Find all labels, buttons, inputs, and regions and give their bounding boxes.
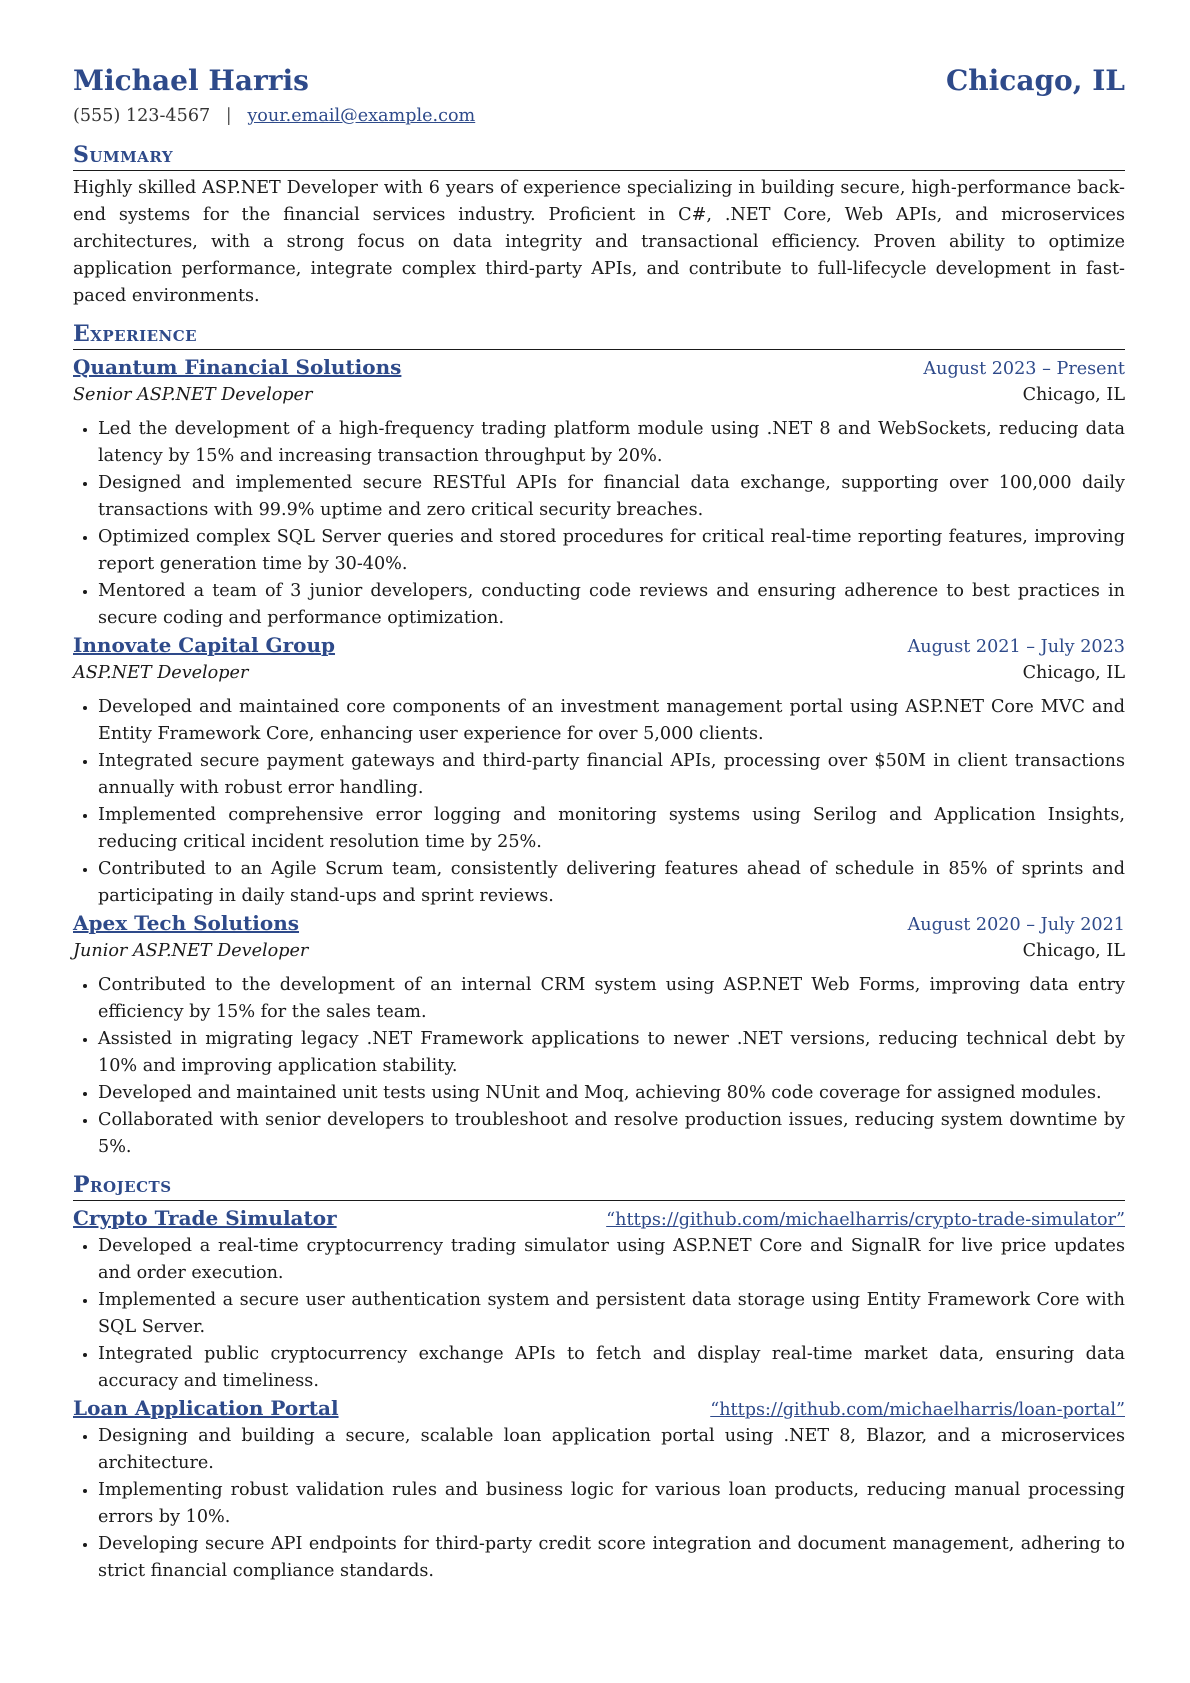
job-location: Chicago, IL xyxy=(1022,385,1125,405)
job-role: Senior ASP.NET Developer xyxy=(73,385,313,405)
bullet-item: • Contributed to the development of an internal CRM system using ASP.NET Web Forms, improving data entry efficiency by 15% for the sales team. xyxy=(98,972,1125,1026)
job-bullets xyxy=(73,416,1125,632)
company-link[interactable]: Innovate Capital Group xyxy=(73,633,335,657)
bullet-item: • Developed a real-time cryptocurrency trading simulator using ASP.NET Core and SignalR for live price updates and order execution. xyxy=(98,1233,1125,1287)
project-url-link[interactable]: “https://github.com/michaelharris/loan-portal” xyxy=(710,1400,1125,1420)
project-entry xyxy=(73,1395,1125,1585)
bullet-item: • Integrated secure payment gateways and third-party financial APIs, processing over $50M in client transactions annually with robust error handling. xyxy=(98,748,1125,802)
candidate-name: Michael Harris xyxy=(73,64,309,97)
job-entry xyxy=(73,354,1125,632)
project-title-link[interactable]: Crypto Trade Simulator xyxy=(73,1206,337,1230)
company-link[interactable]: Apex Tech Solutions xyxy=(73,911,300,935)
bullet-item: • Optimized complex SQL Server queries and stored procedures for critical real-time reporting features, improving report generation time by 30-40%. xyxy=(98,524,1125,578)
bullet-item: • Designing and building a secure, scalable loan application portal using .NET 8, Blazor, and a microservices architecture. xyxy=(98,1423,1125,1477)
project-bullets xyxy=(73,1423,1125,1585)
bullet-item: • Assisted in migrating legacy .NET Framework applications to newer .NET versions, reducing technical debt by 10% and improving application stability. xyxy=(98,1026,1125,1080)
project-bullets xyxy=(73,1233,1125,1395)
job-bullets xyxy=(73,972,1125,1161)
project-title-link[interactable]: Loan Application Portal xyxy=(73,1396,339,1420)
projects-heading: Projects xyxy=(73,1170,1125,1201)
contact-separator: | xyxy=(225,106,232,126)
phone-number: (555) 123-4567 xyxy=(73,106,211,126)
job-entry xyxy=(73,632,1125,910)
bullet-item: • Integrated public cryptocurrency exchange APIs to fetch and display real-time market data, ensuring data accuracy and timeliness. xyxy=(98,1341,1125,1395)
bullet-item: • Developed and maintained core components of an investment management portal using ASP.NET Core MVC and Entity Framework Core, enhancing user experience for over 5,000 clients. xyxy=(98,694,1125,748)
bullet-item: • Contributed to an Agile Scrum team, consistently delivering features ahead of schedule in 85% of sprints and participating in daily stand-ups and sprint reviews. xyxy=(98,856,1125,910)
experience-heading: Experience xyxy=(73,319,1125,350)
email-link[interactable]: your.email@example.com xyxy=(247,106,476,126)
job-bullets xyxy=(73,694,1125,910)
job-location: Chicago, IL xyxy=(1022,663,1125,683)
job-dates: August 2021 – July 2023 xyxy=(907,637,1125,657)
bullet-item: • Mentored a team of 3 junior developers, conducting code reviews and ensuring adherence to best practices in secure coding and performance optimization. xyxy=(98,578,1125,632)
bullet-item: • Collaborated with senior developers to troubleshoot and resolve production issues, reducing system downtime by 5%. xyxy=(98,1107,1125,1161)
resume-page xyxy=(73,60,1125,1585)
summary-heading: Summary xyxy=(73,140,1125,171)
company-link[interactable]: Quantum Financial Solutions xyxy=(73,355,402,379)
job-entry xyxy=(73,910,1125,1161)
bullet-item: • Developing secure API endpoints for third-party credit score integration and document management, adhering to strict financial compliance standards. xyxy=(98,1531,1125,1585)
job-dates: August 2023 – Present xyxy=(923,359,1125,379)
bullet-item: • Developed and maintained unit tests using NUnit and Moq, achieving 80% code coverage for assigned modules. xyxy=(98,1080,1125,1107)
bullet-item: • Implementing robust validation rules and business logic for various loan products, reducing manual processing errors by 10%. xyxy=(98,1477,1125,1531)
job-dates: August 2020 – July 2021 xyxy=(907,915,1125,935)
bullet-item: • Implemented a secure user authentication system and persistent data storage using Entity Framework Core with SQL Server. xyxy=(98,1287,1125,1341)
bullet-item: • Designed and implemented secure RESTful APIs for financial data exchange, supporting over 100,000 daily transactions with 99.9% uptime and zero critical security breaches. xyxy=(98,470,1125,524)
project-url-link[interactable]: “https://github.com/michaelharris/crypto-trade-simulator” xyxy=(606,1210,1125,1230)
contact-line xyxy=(73,103,1125,131)
job-role: Junior ASP.NET Developer xyxy=(73,941,309,961)
bullet-item: • Led the development of a high-frequency trading platform module using .NET 8 and WebSockets, reducing data latency by 15% and increasing transaction throughput by 20%. xyxy=(98,416,1125,470)
job-role: ASP.NET Developer xyxy=(73,663,249,683)
candidate-location: Chicago, IL xyxy=(945,64,1125,97)
bullet-item: • Implemented comprehensive error logging and monitoring systems using Serilog and Application Insights, reducing critical incident resolution time by 25%. xyxy=(98,802,1125,856)
job-location: Chicago, IL xyxy=(1022,941,1125,961)
project-entry xyxy=(73,1205,1125,1395)
header xyxy=(73,60,1125,102)
summary-text: Highly skilled ASP.NET Developer with 6 years of experience specializing in building secure, high-performance back-end systems for the financial services industry. Proficient in C#, .NET Core, Web APIs, and microservices architectures, with a strong focus on data integrity and transactional efficiency. Proven ability to optimize application performance, integrate complex third-party APIs, and contribute to full-lifecycle development in fast-paced environments. xyxy=(73,178,1125,306)
